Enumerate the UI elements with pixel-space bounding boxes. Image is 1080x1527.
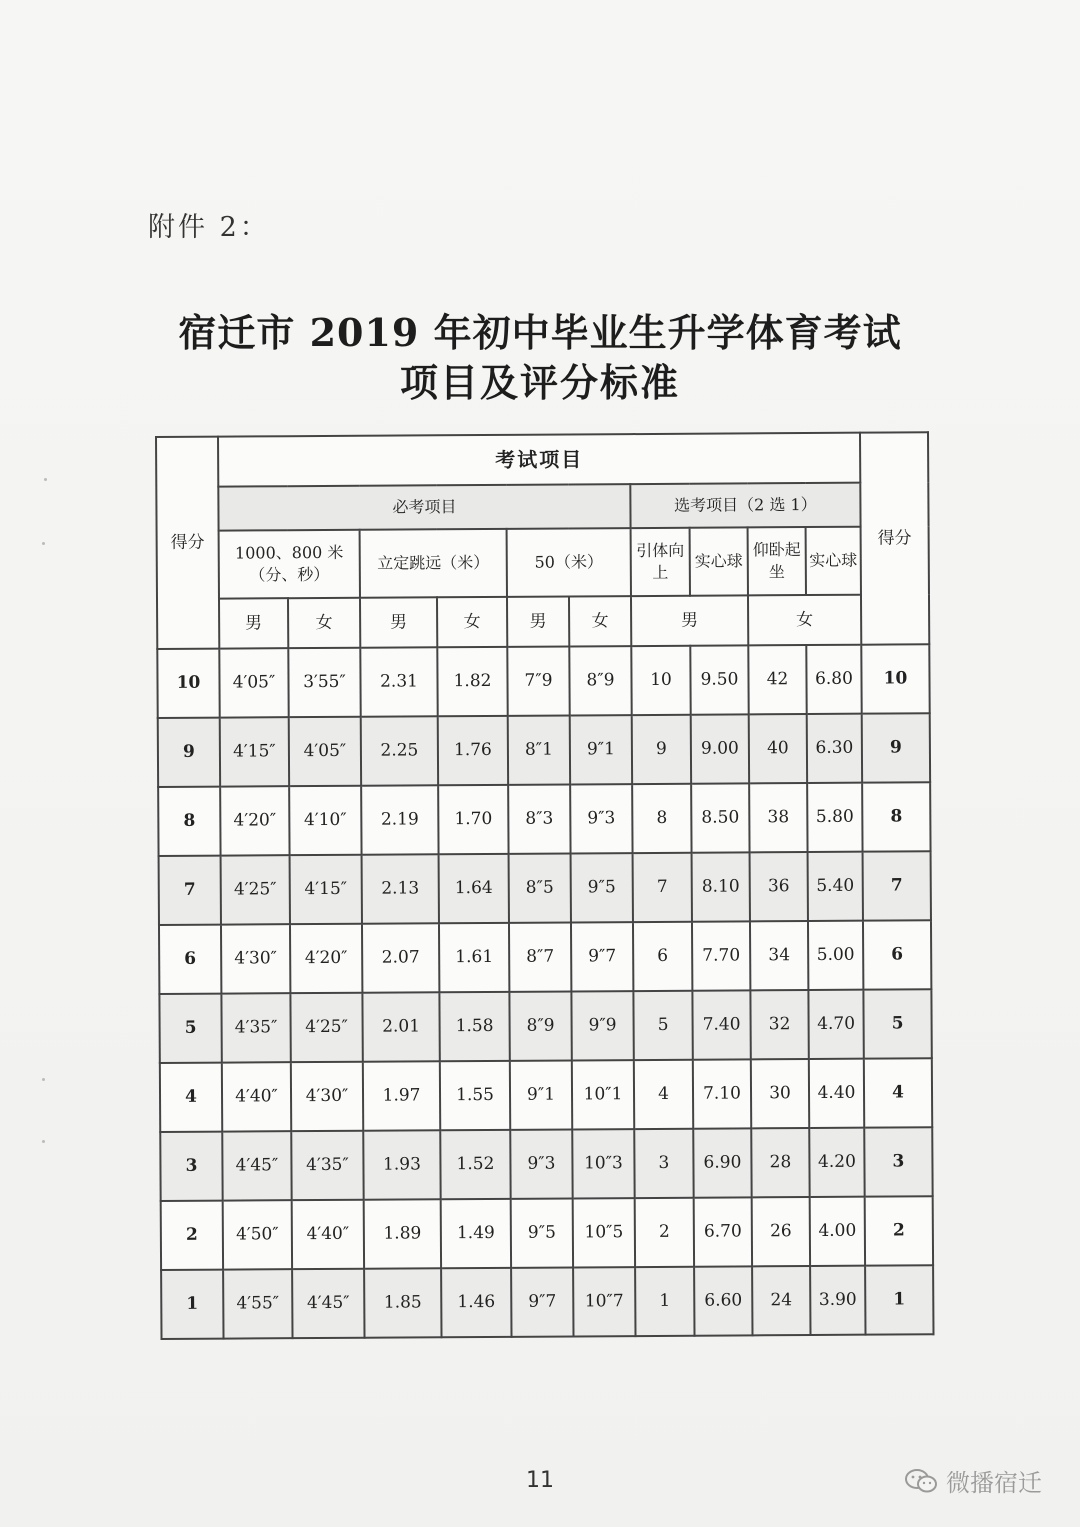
row-score: 1 xyxy=(161,1270,223,1339)
table-row xyxy=(160,1127,932,1201)
ball-male: 6.90 xyxy=(693,1128,751,1197)
run-female: 4′45″ xyxy=(292,1269,364,1338)
table-row xyxy=(159,920,931,994)
sprint-female: 9″7 xyxy=(571,922,633,991)
run-male: 4′45″ xyxy=(222,1131,291,1200)
ball-male: 8.10 xyxy=(692,852,750,921)
table-row xyxy=(158,713,930,787)
sprint-male: 7″9 xyxy=(507,646,569,715)
ball-male: 7.10 xyxy=(693,1059,751,1128)
sprint-male: 8″1 xyxy=(508,715,570,784)
run-male: 4′25″ xyxy=(221,855,290,924)
jump-male: 2.31 xyxy=(360,647,437,716)
run-female: 4′05″ xyxy=(289,717,361,786)
table-row xyxy=(158,782,930,856)
ball-female: 6.80 xyxy=(806,645,861,714)
situp-female: 36 xyxy=(750,852,808,921)
run-male: 4′50″ xyxy=(223,1200,292,1269)
page-number: 11 xyxy=(526,1468,554,1493)
ball-female: 4.00 xyxy=(810,1197,865,1266)
sprint-female: 10″5 xyxy=(573,1198,635,1267)
run-male: 4′05″ xyxy=(219,648,288,717)
document-title-line1: 宿迁市 2019 年初中毕业生升学体育考试 xyxy=(178,310,902,355)
row-score: 7 xyxy=(159,856,221,925)
score-header-right: 得分 xyxy=(860,432,929,644)
row-score: 8 xyxy=(158,787,220,856)
ball-male: 6.70 xyxy=(694,1197,752,1266)
situp-female: 38 xyxy=(749,783,807,852)
row-score: 9 xyxy=(158,718,220,787)
jump-male: 1.85 xyxy=(364,1268,441,1337)
ball-female: 6.30 xyxy=(807,714,862,783)
row-score-right: 1 xyxy=(865,1265,933,1334)
scan-speck xyxy=(42,1140,45,1143)
ball-female: 4.40 xyxy=(809,1059,864,1128)
run-female: 4′10″ xyxy=(289,786,361,855)
sprint-male: 9″5 xyxy=(511,1198,573,1267)
pullup-male: 3 xyxy=(634,1129,693,1198)
sprint-female: 8″9 xyxy=(569,646,631,715)
sex-male: 男 xyxy=(219,598,288,648)
ball-male: 6.60 xyxy=(694,1266,752,1335)
item-sprint: 50（米） xyxy=(507,528,631,597)
row-score: 3 xyxy=(160,1132,222,1201)
annex-label: 附件 2： xyxy=(148,212,270,243)
row-score-right: 10 xyxy=(861,644,929,713)
table-row xyxy=(160,1058,932,1132)
table-row xyxy=(159,851,931,925)
sprint-male: 8″9 xyxy=(509,991,571,1060)
jump-male: 1.97 xyxy=(363,1061,440,1130)
run-male: 4′40″ xyxy=(222,1062,291,1131)
sprint-female: 9″5 xyxy=(571,853,633,922)
pullup-male: 4 xyxy=(634,1060,693,1129)
row-score-right: 2 xyxy=(865,1196,933,1265)
wechat-icon xyxy=(904,1468,938,1494)
sex-male: 男 xyxy=(507,596,569,646)
run-female: 4′20″ xyxy=(290,924,362,993)
run-male: 4′15″ xyxy=(220,717,289,786)
sex-female: 女 xyxy=(569,596,631,646)
item-pullup: 引体向上 xyxy=(631,528,690,596)
jump-male: 2.07 xyxy=(362,923,439,992)
row-score: 2 xyxy=(161,1201,223,1270)
table-row xyxy=(161,1265,933,1339)
pullup-male: 7 xyxy=(633,853,692,922)
jump-male: 2.25 xyxy=(361,716,438,785)
score-header-left: 得分 xyxy=(156,437,219,649)
jump-female: 1.61 xyxy=(439,923,509,992)
jump-male: 1.93 xyxy=(363,1130,440,1199)
exam-items-header: 考试项目 xyxy=(218,433,860,487)
run-male: 4′55″ xyxy=(223,1269,292,1338)
ball-male: 7.70 xyxy=(692,921,750,990)
situp-female: 32 xyxy=(750,990,808,1059)
pullup-male: 9 xyxy=(632,715,691,784)
table-row xyxy=(157,644,929,718)
item-jump: 立定跳远（米） xyxy=(360,529,507,598)
item-run: 1000、800 米（分、秒） xyxy=(219,530,360,599)
sprint-female: 10″1 xyxy=(572,1060,634,1129)
jump-male: 2.19 xyxy=(361,785,438,854)
sex-male: 男 xyxy=(631,595,748,646)
watermark-text: 微播宿迁 xyxy=(946,1469,1042,1497)
score-table-body xyxy=(157,644,933,1339)
watermark xyxy=(904,1463,1042,1498)
situp-female: 34 xyxy=(750,921,808,990)
situp-female: 30 xyxy=(751,1059,809,1128)
sex-female: 女 xyxy=(748,595,861,646)
pullup-male: 2 xyxy=(635,1198,694,1267)
ball-male: 8.50 xyxy=(691,783,749,852)
situp-female: 26 xyxy=(752,1197,810,1266)
sprint-male: 9″1 xyxy=(510,1060,572,1129)
item-ball-female: 实心球 xyxy=(806,527,861,595)
sprint-male: 9″3 xyxy=(510,1129,572,1198)
row-score-right: 3 xyxy=(864,1127,932,1196)
row-score-right: 4 xyxy=(864,1058,932,1127)
row-score-right: 6 xyxy=(863,920,931,989)
sprint-female: 10″7 xyxy=(573,1267,635,1336)
pullup-male: 5 xyxy=(633,991,692,1060)
jump-female: 1.46 xyxy=(441,1268,511,1337)
row-score: 6 xyxy=(159,925,221,994)
ball-female: 5.40 xyxy=(808,852,863,921)
sex-female: 女 xyxy=(288,598,360,648)
sprint-female: 9″3 xyxy=(570,784,632,853)
table-row xyxy=(161,1196,933,1270)
sex-female: 女 xyxy=(437,597,507,647)
ball-female: 3.90 xyxy=(810,1266,865,1335)
ball-female: 5.80 xyxy=(807,783,862,852)
row-score-right: 7 xyxy=(863,851,931,920)
ball-female: 4.70 xyxy=(808,990,863,1059)
ball-male: 7.40 xyxy=(692,990,750,1059)
jump-female: 1.58 xyxy=(439,992,509,1061)
run-male: 4′30″ xyxy=(221,924,290,993)
jump-male: 1.89 xyxy=(364,1199,441,1268)
jump-female: 1.64 xyxy=(439,854,509,923)
sprint-male: 8″3 xyxy=(508,784,570,853)
optional-items-header: 选考项目（2 选 1） xyxy=(630,483,860,528)
run-female: 4′40″ xyxy=(292,1200,364,1269)
run-female: 4′35″ xyxy=(291,1131,363,1200)
row-score: 4 xyxy=(160,1063,222,1132)
pullup-male: 1 xyxy=(635,1267,694,1336)
jump-female: 1.82 xyxy=(437,647,507,716)
jump-female: 1.70 xyxy=(438,785,508,854)
ball-female: 4.20 xyxy=(809,1128,864,1197)
jump-female: 1.52 xyxy=(440,1130,510,1199)
sprint-female: 9″1 xyxy=(570,715,632,784)
situp-female: 28 xyxy=(751,1128,809,1197)
sprint-male: 8″5 xyxy=(509,853,571,922)
row-score-right: 8 xyxy=(862,782,930,851)
scan-speck xyxy=(42,542,45,545)
pullup-male: 10 xyxy=(631,646,690,715)
sprint-male: 9″7 xyxy=(511,1267,573,1336)
ball-male: 9.00 xyxy=(691,714,749,783)
row-score: 10 xyxy=(157,649,219,718)
row-score: 5 xyxy=(159,994,221,1063)
score-table xyxy=(155,431,935,1340)
ball-female: 5.00 xyxy=(808,921,863,990)
run-male: 4′35″ xyxy=(221,993,290,1062)
sprint-female: 10″3 xyxy=(572,1129,634,1198)
row-score-right: 5 xyxy=(863,989,931,1058)
sex-male: 男 xyxy=(360,597,437,647)
jump-male: 2.01 xyxy=(362,992,439,1061)
situp-female: 40 xyxy=(749,714,807,783)
jump-female: 1.76 xyxy=(438,716,508,785)
table-row xyxy=(159,989,931,1063)
row-score-right: 9 xyxy=(862,713,930,782)
score-table-wrapper xyxy=(155,431,933,1340)
run-female: 4′30″ xyxy=(291,1062,363,1131)
sprint-female: 9″9 xyxy=(571,991,633,1060)
situp-female: 24 xyxy=(752,1266,810,1335)
jump-female: 1.49 xyxy=(441,1199,511,1268)
scan-speck xyxy=(42,1078,45,1081)
run-female: 4′25″ xyxy=(290,993,362,1062)
run-female: 3′55″ xyxy=(288,648,360,717)
item-situp: 仰卧起坐 xyxy=(748,527,806,595)
jump-female: 1.55 xyxy=(440,1061,510,1130)
sprint-male: 8″7 xyxy=(509,922,571,991)
ball-male: 9.50 xyxy=(690,645,748,714)
run-male: 4′20″ xyxy=(220,786,289,855)
pullup-male: 6 xyxy=(633,922,692,991)
pullup-male: 8 xyxy=(632,784,691,853)
document-title-line2: 项目及评分标准 xyxy=(399,360,680,405)
situp-female: 42 xyxy=(748,645,806,714)
item-ball-male: 实心球 xyxy=(690,527,748,595)
scan-speck xyxy=(44,478,47,481)
run-female: 4′15″ xyxy=(290,855,362,924)
jump-male: 2.13 xyxy=(362,854,439,923)
required-items-header: 必考项目 xyxy=(218,484,630,531)
